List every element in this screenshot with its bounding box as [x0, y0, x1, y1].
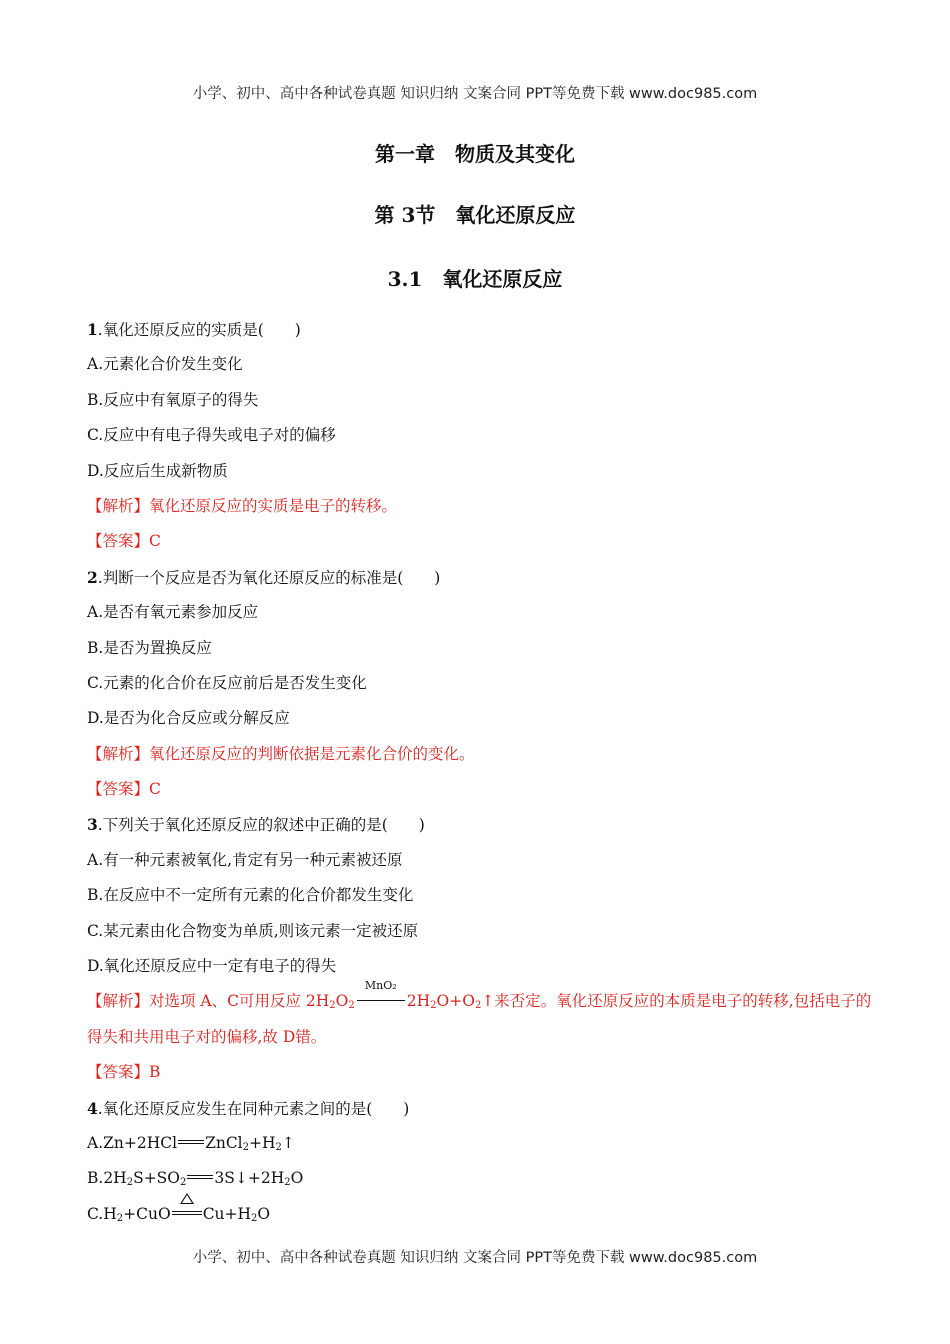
- question-1-analysis: 【解析】氧化还原反应的实质是电子的转移。: [87, 496, 398, 515]
- question-2-answer: 【答案】C: [87, 780, 161, 799]
- catalyst-label: MnO₂: [364, 979, 397, 993]
- section-title: 第 3节 氧化还原反应: [374, 203, 576, 227]
- question-4-option-a: A.Zn+2HCl $ZnCl_2+H_2↑$: [87, 1134, 295, 1154]
- question-1-stem: 1.氧化还原反应的实质是( ): [87, 320, 301, 339]
- catalyst-arrow: [355, 979, 407, 1006]
- question-3-option-c: C.某元素由化合物变为单质,则该元素一定被还原: [87, 921, 419, 940]
- question-1-option-a: A.元素化合价发生变化: [87, 355, 243, 374]
- question-3-stem: 3.下列关于氧化还原反应的叙述中正确的是( ): [87, 815, 425, 835]
- question-list: [87, 312, 877, 1232]
- question-1-answer: 【答案】C: [87, 532, 161, 551]
- question-3-option-b: B.在反应中不一定所有元素的化合价都发生变化: [87, 886, 414, 905]
- page-header: 小学、初中、高中各种试卷真题 知识归纳 文案合同 PPT等免费下载 www.doc985.com: [192, 86, 758, 102]
- question-2-option-b: B.是否为置换反应: [87, 638, 212, 657]
- chapter-title: 第一章 物质及其变化: [375, 142, 575, 166]
- question-4-option-c: $C.H_2+CuO$ $Cu+H_2O$: [87, 1197, 877, 1232]
- heating-triangle-icon: [171, 1205, 203, 1219]
- question-4-stem: 4.氧化还原反应发生在同种元素之间的是( ): [87, 1098, 410, 1118]
- question-3-option-d: D.氧化还原反应中一定有电子的得失: [87, 957, 337, 976]
- equals-sign: [177, 1138, 205, 1148]
- question-3-option-a: A.有一种元素被氧化,肯定有另一种元素被还原: [87, 850, 403, 869]
- equals-sign: [186, 1173, 214, 1183]
- question-1-option-b: B.反应中有氧原子的得失: [87, 390, 259, 409]
- question-2-stem: 2.判断一个反应是否为氧化还原反应的标准是( ): [87, 567, 441, 587]
- question-4-option-b: $B.2H_2S+SO_2$ $3S↓+2H_2O$: [87, 1169, 304, 1189]
- question-1-option-c: C.反应中有电子得失或电子对的偏移: [87, 426, 336, 445]
- question-2-option-d: D.是否为化合反应或分解反应: [87, 709, 290, 728]
- question-1-option-d: D.反应后生成新物质: [87, 461, 228, 480]
- page-footer: 小学、初中、高中各种试卷真题 知识归纳 文案合同 PPT等免费下载 www.doc985.com: [192, 1250, 758, 1266]
- question-3-answer: 【答案】B: [87, 1063, 161, 1082]
- question-3-analysis: 【解析】对选项 A、C可用反应 $2H_2O_2$ MnO₂ $2H_2O+O_2↑$来否定。氧化还原反应的本质是电子的转移,包括电子的得失和共用电子对的偏移,故 D错。: [87, 979, 872, 1046]
- question-2-option-a: A.是否有氧元素参加反应: [87, 603, 259, 622]
- question-2-option-c: C.元素的化合价在反应前后是否发生变化: [87, 673, 367, 692]
- question-2-analysis: 【解析】氧化还原反应的判断依据是元素化合价的变化。: [87, 744, 475, 763]
- subsection-title: 3.1 氧化还原反应: [387, 267, 563, 291]
